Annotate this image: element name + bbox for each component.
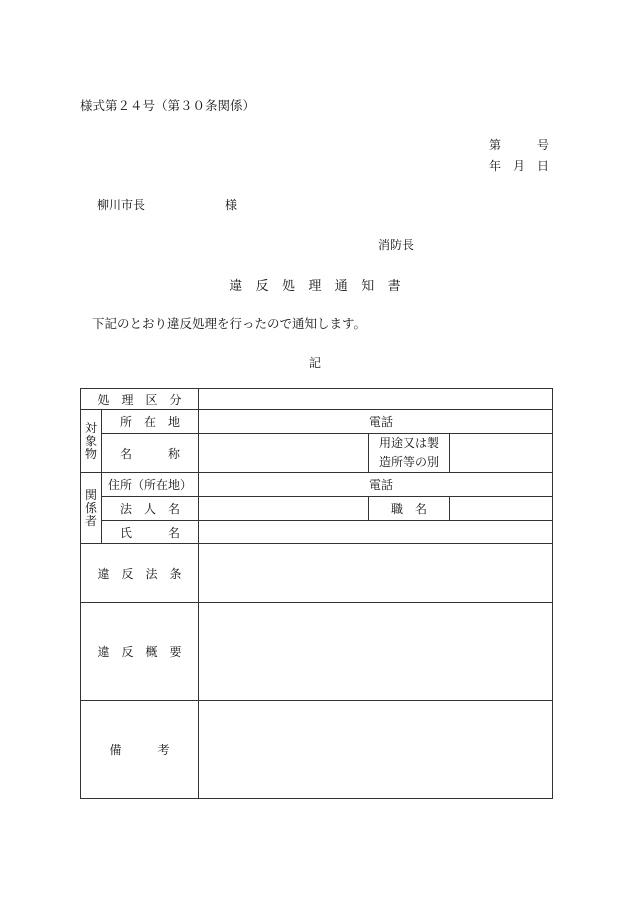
body-text: 下記のとおり違反処理を行ったので通知します。 <box>92 316 367 331</box>
document-title: 違 反 処 理 通 知 書 <box>229 279 401 294</box>
violation-law-label: 違 反 法 条 <box>81 544 199 603</box>
remarks-value[interactable] <box>199 701 553 799</box>
party-phone-label[interactable]: 電話 <box>199 473 553 497</box>
person-name-label: 氏 名 <box>102 521 199 544</box>
form-number: 様式第２４号（第３０条関係） <box>80 98 256 113</box>
usage-label: 用途又は製 造所等の別 <box>369 434 450 473</box>
corp-name-value[interactable] <box>199 497 369 521</box>
party-address-label: 住所（所在地） <box>102 473 199 497</box>
sender: 消防長 <box>378 238 415 252</box>
person-name-value[interactable] <box>199 521 553 544</box>
target-name-label: 名 称 <box>102 434 199 473</box>
processing-category-value[interactable] <box>199 389 553 410</box>
corp-name-label: 法 人 名 <box>102 497 199 521</box>
title-label: 職 名 <box>369 497 450 521</box>
addressee-suffix: 様 <box>225 198 238 212</box>
document-number: 第 号 <box>489 138 550 152</box>
document-date: 年 月 日 <box>489 159 550 173</box>
target-phone-label[interactable]: 電話 <box>199 410 553 434</box>
party-group-label: 関 係 者 <box>81 473 102 544</box>
usage-value[interactable] <box>450 434 553 473</box>
notice-form-table <box>80 388 553 799</box>
remarks-label: 備 考 <box>81 701 199 799</box>
ki-heading: 記 <box>308 356 321 370</box>
violation-summary-label: 違 反 概 要 <box>81 603 199 701</box>
addressee: 柳川市長 <box>97 198 146 212</box>
processing-category-label: 処 理 区 分 <box>81 389 199 410</box>
target-group-label: 対 象 物 <box>81 410 102 473</box>
target-location-label: 所 在 地 <box>102 410 199 434</box>
title-value[interactable] <box>450 497 553 521</box>
violation-summary-value[interactable] <box>199 603 553 701</box>
violation-law-value[interactable] <box>199 544 553 603</box>
target-name-value[interactable] <box>199 434 369 473</box>
